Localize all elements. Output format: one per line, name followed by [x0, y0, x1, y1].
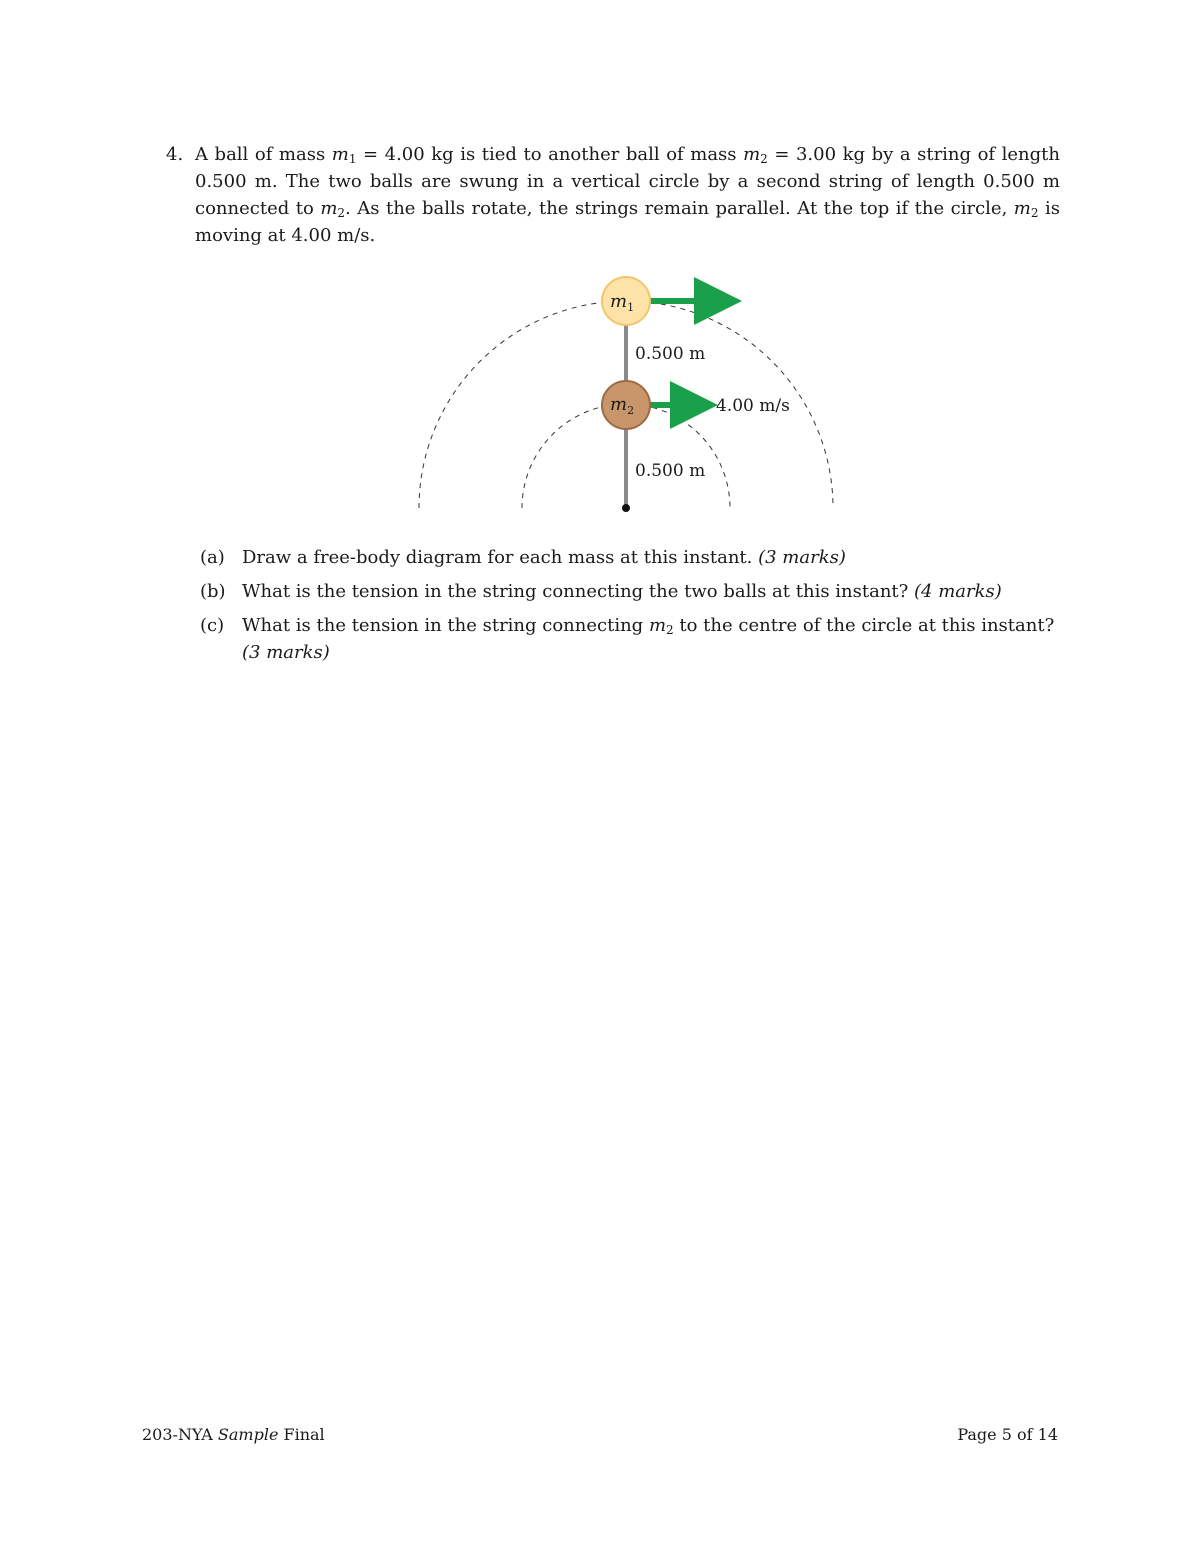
footer-course-code: 203-NYA: [142, 1425, 218, 1444]
m2-symbol-2: [320, 198, 345, 219]
part-a-text: Draw a free-body diagram for each mass at this instant.: [242, 547, 759, 568]
m2-symbol-3: [1014, 198, 1039, 219]
lower-length-label: 0.500 m: [635, 461, 706, 481]
m2-symbol-letter-2: m: [320, 198, 338, 219]
part-a-label: (a): [200, 547, 225, 568]
footer-page-number: Page 5 of 14: [957, 1425, 1058, 1444]
part-c-m2-sub: 2: [666, 623, 674, 637]
question-text-5: is moving at 4.00 m/s.: [195, 198, 1061, 246]
m1-label: $m_1$: [610, 291, 635, 314]
m2-symbol: [743, 144, 768, 165]
m1-symbol: [332, 144, 357, 165]
part-c-marks: (3 marks): [242, 642, 330, 663]
m2-symbol-letter-3: m: [1013, 198, 1031, 219]
part-c-text-1: What is the tension in the string connecting: [242, 615, 649, 636]
part-b-text: What is the tension in the string connecting the two balls at this instant?: [242, 581, 915, 602]
question-text-4: . As the balls rotate, the strings remain parallel. At the top if the circle,: [345, 198, 1014, 219]
question-text-1: A ball of mass: [195, 144, 332, 165]
question-text-3: = 3.00 kg by a string of length 0.500 m. The two balls are swung in a vertical circle by a second string of length 0.500 m connected to: [195, 144, 1060, 219]
m1-symbol-letter: m: [331, 144, 349, 165]
part-b-label: (b): [200, 581, 226, 602]
m2-symbol-sub-2: 2: [337, 206, 346, 220]
part-a-marks: (3 marks): [758, 547, 846, 568]
m2-symbol-letter: m: [743, 144, 761, 165]
question-parts: [200, 544, 1060, 673]
part-c-m2-symbol: [649, 615, 674, 636]
part-c-text-2: to the centre of the circle at this instant?: [673, 615, 1055, 636]
footer-course-italic: Sample: [217, 1425, 279, 1444]
vertical-circle-diagram: [400, 268, 860, 520]
question-number: 4.: [166, 144, 184, 165]
part-c-label: (c): [200, 615, 225, 636]
speed-label: 4.00 m/s: [716, 396, 790, 416]
question-text-2: = 4.00 kg is tied to another ball of mass: [356, 144, 744, 165]
footer-course-rest: Final: [278, 1425, 325, 1444]
part-c: [200, 612, 1060, 666]
centre-pivot: [622, 504, 630, 512]
part-a: [200, 544, 1060, 571]
upper-length-label: 0.500 m: [635, 344, 706, 364]
question-4: [166, 141, 1060, 249]
question-text: [195, 141, 1060, 249]
part-c-m2-letter: m: [648, 615, 667, 636]
part-b-marks: (4 marks): [914, 581, 1002, 602]
m2-symbol-sub: 2: [760, 152, 768, 166]
footer-course: [142, 1425, 325, 1444]
part-b: [200, 578, 1060, 605]
m1-symbol-sub: 1: [348, 152, 357, 166]
m2-label: $m_2$: [610, 394, 635, 417]
m2-symbol-sub-3: 2: [1030, 206, 1039, 220]
